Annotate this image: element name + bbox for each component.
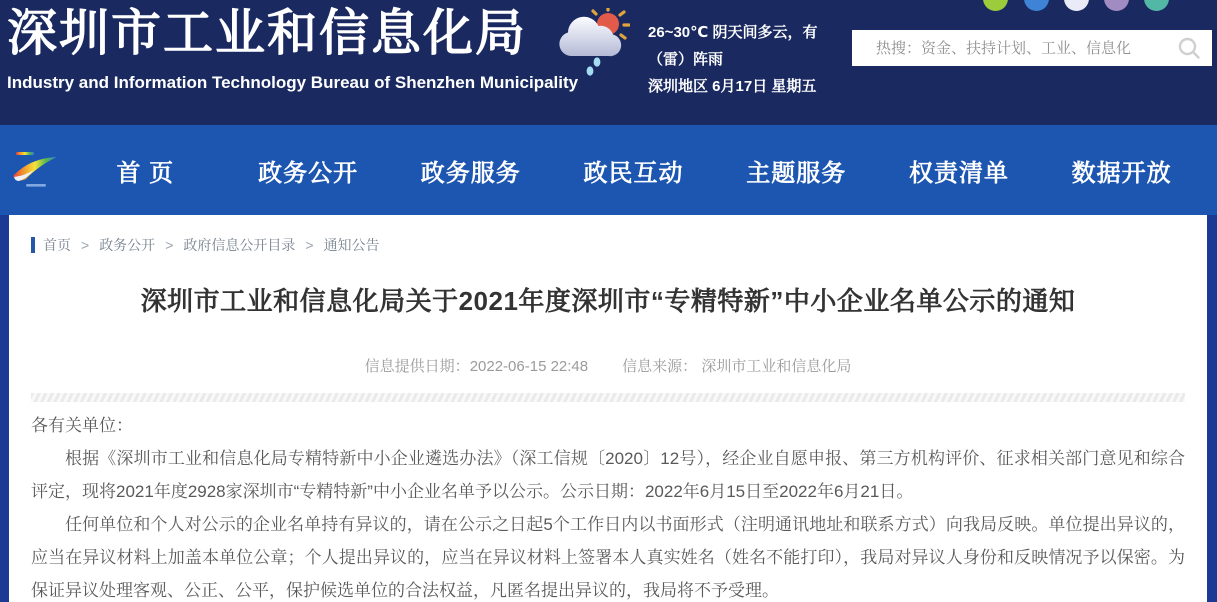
nav-item-gov-services[interactable]: 政务服务 [420, 159, 521, 187]
nav-item-topic-services[interactable]: 主题服务 [746, 159, 847, 187]
content-area [0, 215, 1217, 602]
breadcrumb-notices[interactable]: 通知公告 [323, 237, 380, 253]
breadcrumb-separator: > [305, 237, 314, 253]
source-value: 深圳市工业和信息化局 [701, 358, 852, 375]
quick-link-purple-icon[interactable] [1104, 0, 1129, 11]
article-title: 深圳市工业和信息化局关于2021年度深圳市“专精特新”中小企业名单公示的通知 [140, 286, 1076, 316]
weather-condition: 阴天间多云，有（雷）阵雨 [648, 24, 818, 68]
publish-date-label: 信息提供日期： [364, 358, 470, 375]
main-nav [0, 125, 1217, 215]
nav-menu [64, 125, 1203, 215]
breadcrumb-marker [31, 237, 35, 253]
right-edge-strip [1207, 215, 1217, 602]
site-title-chinese: 深圳市工业和信息化局 [7, 5, 527, 61]
weather-temperature: 26~30℃ [648, 24, 709, 41]
raindrop-icon [587, 66, 594, 75]
nav-item-responsibility-list[interactable]: 权责清单 [908, 159, 1009, 187]
nav-item-public-interaction[interactable]: 政民互动 [583, 159, 684, 187]
quick-link-white-icon[interactable] [1064, 0, 1089, 11]
quick-link-teal-icon[interactable] [1144, 0, 1169, 11]
paragraph-objection-rules: 任何单位和个人对公示的企业名单持有异议的，请在公示之日起5个工作日内以书面形式（注明通讯地址和联系方式）向我局反映。单位提出异议的，应当在异议材料上加盖本单位公章；个人提出异议的，应当在异议材料上签署本人真实姓名（姓名不能打印），我局对异议人身份和反映情况予以保密。为保证异议处理客观、公正、公平，保护候选单位的合法权益，凡匿名提出异议的，我局将不予受理。 [31, 515, 1185, 600]
breadcrumb-gov-disclosure[interactable]: 政务公开 [99, 237, 156, 253]
publish-date: 2022-06-15 22:48 [469, 358, 589, 375]
article-body [31, 409, 1185, 602]
search-button[interactable] [1166, 30, 1212, 66]
article-meta [31, 355, 1185, 376]
breadcrumb-separator: > [81, 237, 90, 253]
nav-item-open-data[interactable]: 数据开放 [1071, 159, 1172, 187]
site-title-english: Industry and Information Technology Bureau of Shenzhen Municipality [7, 73, 579, 92]
quick-link-blue-icon[interactable] [1024, 0, 1049, 11]
nav-item-home[interactable]: 首 页 [116, 159, 175, 187]
breadcrumb-home[interactable]: 首页 [43, 237, 71, 253]
shenzhen-bird-logo[interactable] [10, 146, 60, 192]
breadcrumb-info-catalog[interactable]: 政府信息公开目录 [183, 237, 296, 253]
quick-link-green-icon[interactable] [983, 0, 1008, 11]
left-edge-strip [0, 215, 9, 602]
raindrop-icon [594, 57, 601, 66]
search-icon [1177, 36, 1201, 60]
weather-forecast [648, 19, 836, 100]
weather-region-date: 深圳地区 6月17日 星期五 [648, 78, 817, 95]
nav-item-gov-disclosure[interactable]: 政务公开 [258, 159, 359, 187]
site-search [852, 30, 1212, 66]
site-header [0, 0, 1217, 125]
weather-icon [556, 8, 630, 81]
hatched-divider [31, 393, 1185, 402]
source-label: 信息来源： [622, 358, 698, 375]
breadcrumb-separator: > [165, 237, 174, 253]
breadcrumb [31, 215, 1185, 255]
paragraph-announcement: 根据《深圳市工业和信息化局专精特新中小企业遴选办法》（深工信规〔2020〕12号），经企业自愿申报、第三方机构评价、征求相关部门意见和综合评定，现将2021年度2928家深圳市“专精特新”中小企业名单予以公示。公示日期：2022年6月15日至2022年6月21日。 [31, 449, 1185, 501]
search-input[interactable] [852, 30, 1166, 66]
paragraph-salutation: 各有关单位： [31, 416, 133, 435]
